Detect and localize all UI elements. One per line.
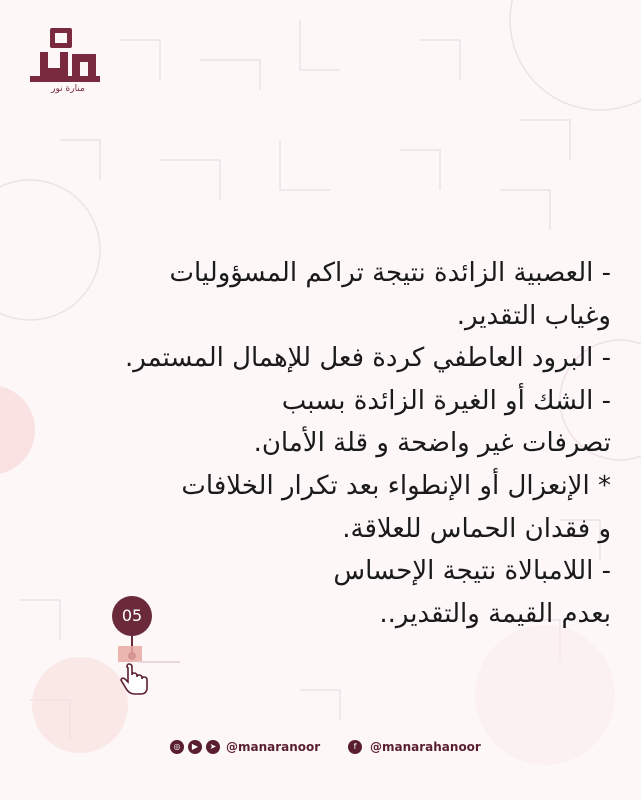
page-badge bbox=[100, 596, 180, 706]
text-line: - اللامبالاة نتيجة الإحساس bbox=[333, 556, 611, 587]
page-number: 05 bbox=[121, 606, 143, 625]
pointer-hand-icon bbox=[121, 664, 147, 694]
text-line: - العصبية الزائدة نتيجة تراكم المسؤوليات bbox=[169, 258, 611, 288]
text-line: وغياب التقدير. bbox=[456, 300, 611, 331]
text-line: و فقدان الحماس للعلاقة. bbox=[342, 513, 611, 544]
text-line: - الشك أو الغيرة الزائدة بسبب bbox=[281, 385, 611, 416]
brand-subtitle: منارة نور bbox=[51, 84, 85, 94]
text-line: * الإنعزال أو الإنطواء بعد تكرار الخلافات bbox=[181, 470, 611, 501]
social-handle[interactable]: @manaranoor bbox=[226, 740, 321, 754]
facebook-handle[interactable]: @manarahanoor bbox=[370, 740, 481, 754]
content-text bbox=[21, 252, 611, 635]
text-line: بعدم القيمة والتقدير.. bbox=[379, 598, 611, 629]
telegram-icon[interactable]: ➤ bbox=[206, 740, 220, 754]
instagram-icon[interactable]: ◎ bbox=[170, 740, 184, 754]
facebook-icon[interactable]: f bbox=[348, 740, 362, 754]
youtube-icon[interactable]: ▶ bbox=[188, 740, 202, 754]
text-line: - البرود العاطفي كردة فعل للإهمال المستمر. bbox=[124, 343, 611, 374]
text-line: تصرفات غير واضحة و قلة الأمان. bbox=[253, 428, 611, 459]
